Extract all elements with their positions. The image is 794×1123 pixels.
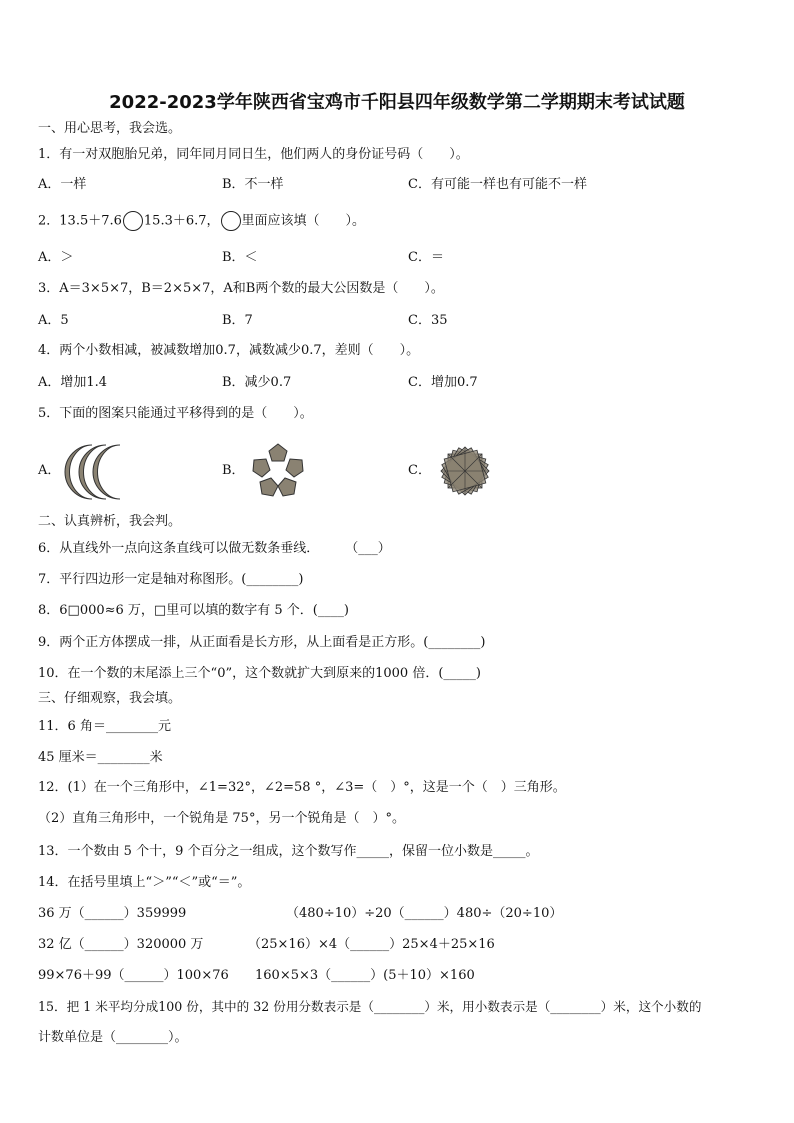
q14-row2-left: 32 亿（______）320000 万 [38,937,204,952]
q14-row2-right: （25×16）×4（______）25×4＋25×16 [248,937,495,952]
question-15-line-2: 计数单位是（________）。 [38,1030,188,1045]
rotated-squares-figure [434,440,496,502]
question-4: 4．两个小数相减，被减数增加0.7，减数减少0.7，差则（ ）。 [38,343,420,358]
question-5: 5．下面的图案只能通过平移得到的是（ ）。 [38,406,313,421]
question-10: 10．在一个数的末尾添上三个“0”，这个数就扩大到原来的1000 倍．(_____) [38,666,481,681]
question-3: 3．A＝3×5×7，B＝2×5×7，A和B两个数的最大公因数是（ ）。 [38,281,444,296]
section-2-heading: 二、认真辨析，我会判。 [38,514,182,529]
q2-option-b: B．＜ [222,250,258,265]
question-7: 7．平行四边形一定是轴对称图形。(________) [38,572,304,587]
q14-row3-right: 160×5×3（______）(5＋10）×160 [255,968,475,983]
q14-row1-left: 36 万（______）359999 [38,906,187,921]
q4-option-c: C．增加0.7 [408,375,478,390]
page-title: 2022-2023学年陕西省宝鸡市千阳县四年级数学第二学期期末考试试题 [109,92,685,113]
question-12-part-1: 12．(1）在一个三角形中，∠1=32°，∠2=58 °，∠3=（ ）°，这是一个（ ）三角形。 [38,780,566,795]
q5-option-b: B． [222,463,245,478]
q1-option-c: C．有可能一样也有可能不一样 [408,177,587,192]
answer-circle [123,211,143,231]
question-2 [38,211,365,231]
q14-row1-right: （480÷10）÷20（______）480÷（20÷10） [286,906,563,921]
q5-option-c: C． [408,463,431,478]
q3-option-c: C．35 [408,313,448,328]
question-9: 9．两个正方体摆成一排，从正面看是长方形，从上面看是正方形。(________) [38,635,486,650]
q2-stem-part-c: 里面应该填（ ）。 [241,213,366,229]
question-11-part-1: 11．6 角＝________元 [38,719,171,734]
question-8: 8．6□000≈6 万，□里可以填的数字有 5 个．(____) [38,603,349,618]
q2-option-a: A．＞ [38,250,74,265]
answer-circle [221,211,241,231]
q2-stem-part-b: 15.3＋6.7， [143,213,220,229]
q4-option-a: A．增加1.4 [38,375,108,390]
question-15-line-1: 15．把 1 米平均分成100 份，其中的 32 份用分数表示是（________）米，用小数表示是（________）米，这个小数的 [38,999,702,1014]
crescents-figure [62,442,132,502]
q4-option-b: B．减少0.7 [222,375,292,390]
q3-option-a: A．5 [38,313,69,328]
q2-option-c: C．＝ [408,250,444,265]
q3-option-b: B．7 [222,313,253,328]
pentagon-ring-figure [247,440,309,502]
question-6: 6．从直线外一点向这条直线可以做无数条垂线． （___） [38,541,391,556]
question-11-part-2: 45 厘米＝________米 [38,750,163,765]
question-13: 13．一个数由 5 个十，9 个百分之一组成，这个数写作_____，保留一位小数是_____。 [38,844,539,859]
q1-option-b: B．不一样 [222,177,284,192]
section-3-heading: 三、仔细观察，我会填。 [38,691,182,706]
q5-option-a: A． [38,463,61,478]
question-1: 1．有一对双胞胎兄弟，同年同月同日生，他们两人的身份证号码（ ）。 [38,147,469,162]
q14-row3-left: 99×76＋99（______）100×76 [38,968,229,983]
question-12-part-2: （2）直角三角形中，一个锐角是 75°，另一个锐角是（ ）°。 [38,811,405,826]
q2-stem-part-a: 2．13.5＋7.6 [38,213,122,229]
q1-option-a: A．一样 [38,177,87,192]
question-14: 14．在括号里填上“＞”“＜”或“＝”。 [38,875,251,890]
section-1-heading: 一、用心思考，我会选。 [38,121,182,136]
